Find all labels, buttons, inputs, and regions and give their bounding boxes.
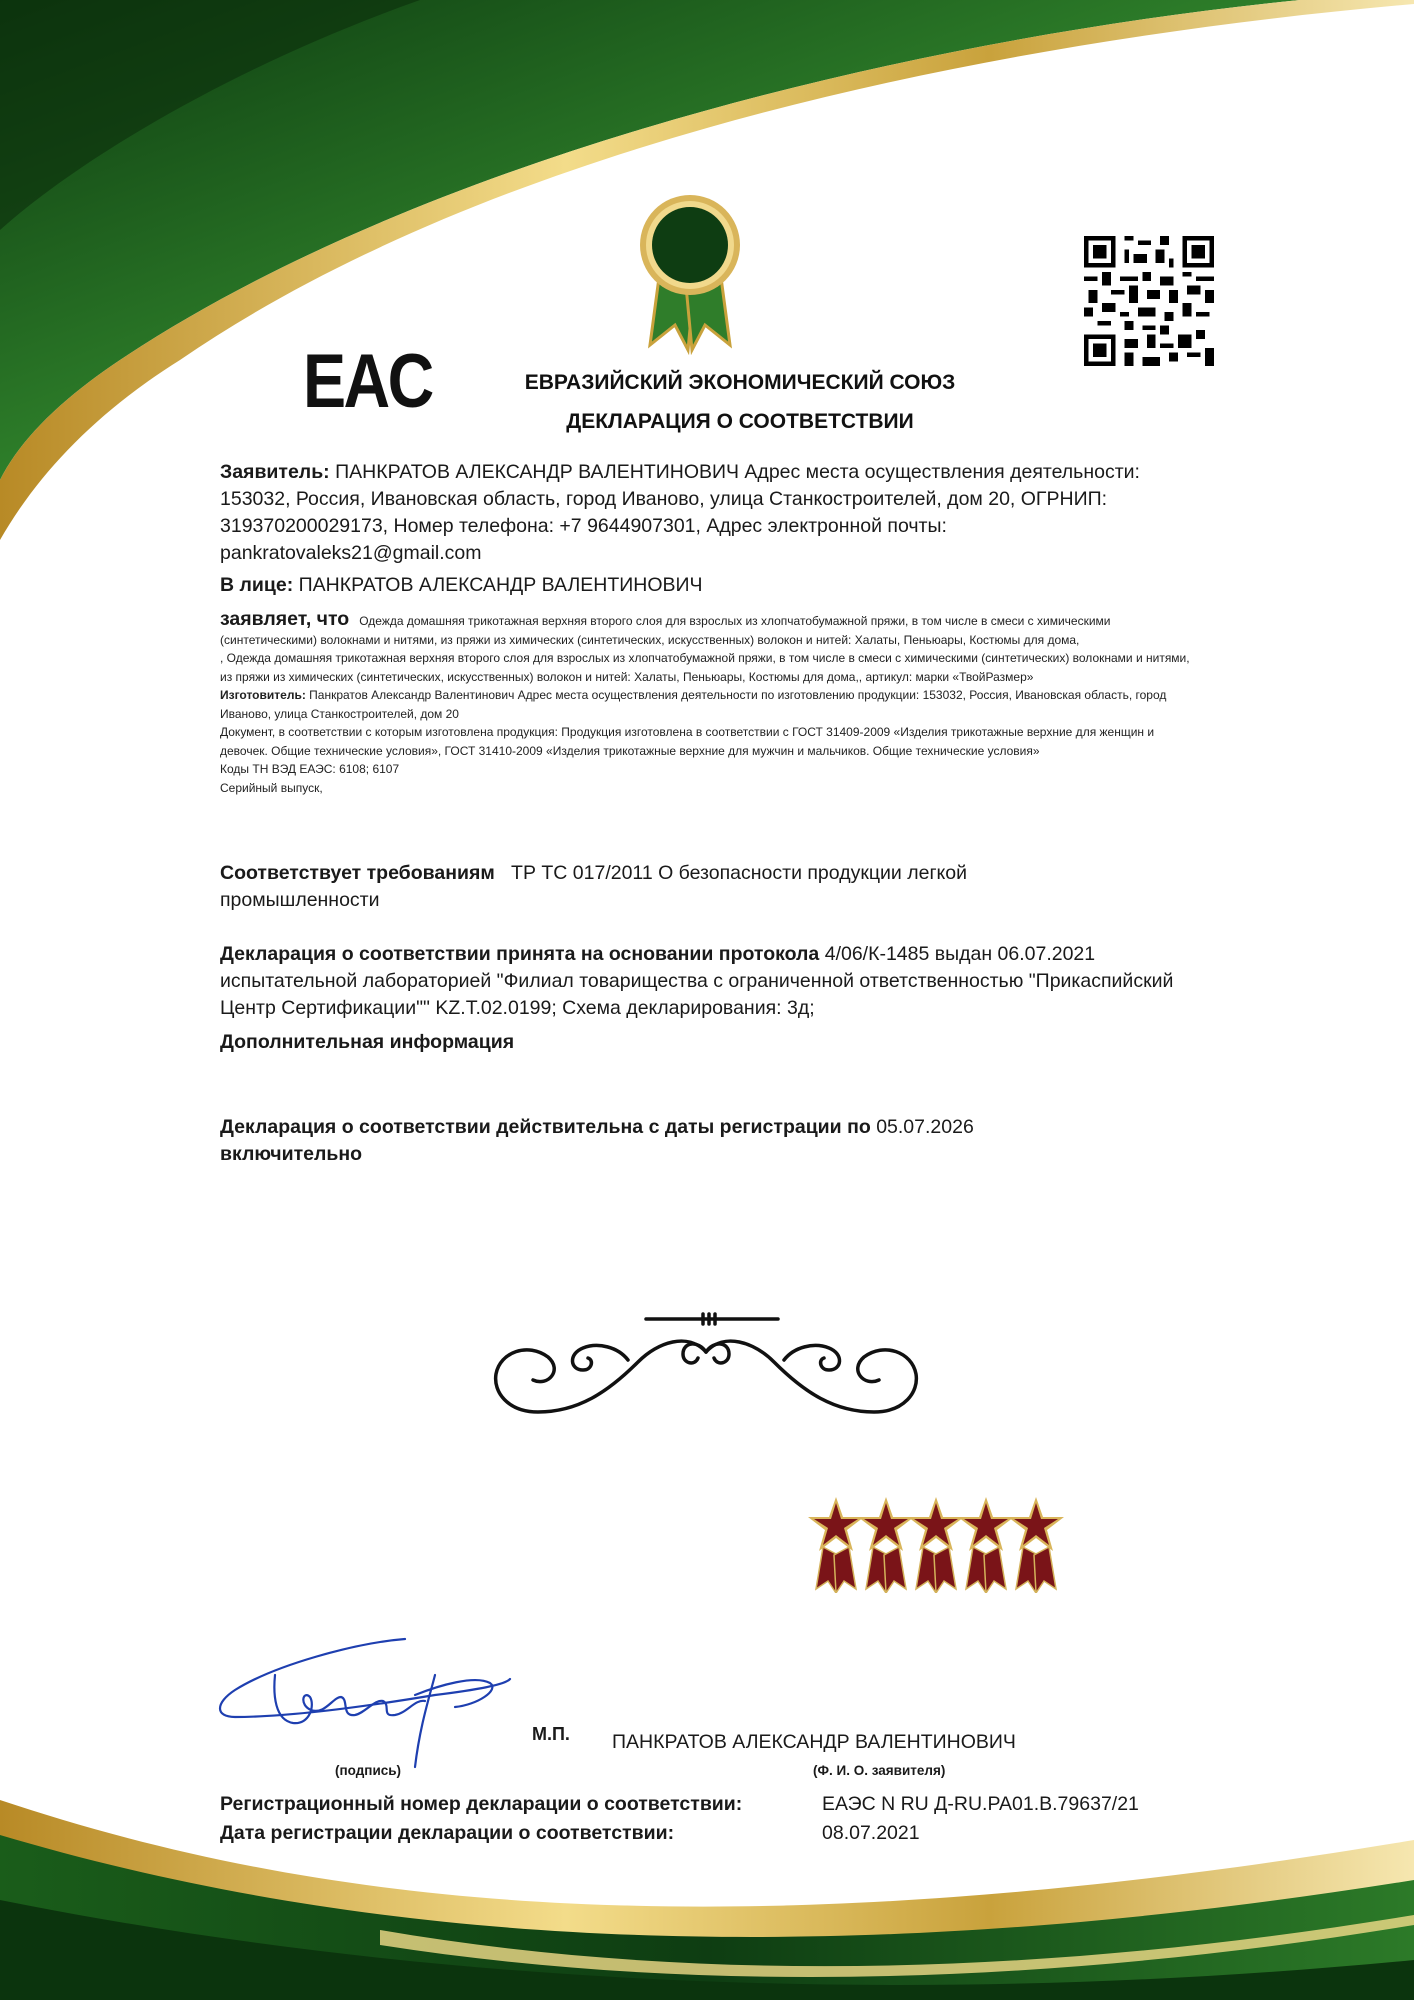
serial-text: Серийный выпуск, (220, 780, 323, 795)
stamp-label: М.П. (532, 1724, 570, 1744)
product-description-2: , Одежда домашняя трикотажная верхняя второго слоя для взрослых из хлопчатобумажной пряжи, в том числе в смеси с химическими (синтетических) волокнами и нитями, из пряжи из химических (синтетических, искусственных) волокон и нитей: Халаты, Пеньюары, Костюмы для дома,, артикул: марки «ТвойРазмер» (220, 651, 1190, 684)
manufacturer-label: Изготовитель: (220, 688, 306, 702)
represented-label: В лице: (220, 574, 294, 596)
declares-label: заявляет, что (220, 608, 350, 630)
document-title: ДЕКЛАРАЦИЯ О СООТВЕТСТВИИ (566, 410, 914, 433)
applicant-text: ПАНКРАТОВ АЛЕКСАНДР ВАЛЕНТИНОВИЧ Адрес места осуществления деятельности: 153032, Россия, Ивановская область, город Иваново, улица Станкостроителей, дом 20, ОГРНИП: 319370200029173, Номер телефона: +7 9644907301, Адрес электронной почты: pankratovaleks21@gmail.com (220, 461, 1140, 564)
additional-label: Дополнительная информация (220, 1031, 515, 1053)
basis-text: 4/06/К-1485 выдан 06.07.2021 испытательной лабораторией "Филиал товарищества с ограниченной ответственностью "Прикаспийский Центр Сертификации"" KZ.T.02.0199; Схема декларирования: 3д; (220, 943, 1174, 1019)
registration-number-row (220, 1793, 742, 1816)
codes-text: Коды ТН ВЭД ЕАЭС: 6108; 6107 (220, 762, 400, 776)
represented-section (220, 572, 1200, 599)
product-description-1: Одежда домашняя трикотажная верхняя второго слоя для взрослых из хлопчатобумажной пряжи, в том числе в смеси с химическими (синтетическими) волокнами и нитями, из пряжи из химических (синтетических, искусственных) волокон и нитей: Халаты, Пеньюары, Костюмы для дома, (220, 614, 1111, 647)
eac-logo: EAC (303, 339, 432, 424)
document-basis-text: Документ, в соответствии с которым изготовлена продукция: Продукция изготовлена в соответствии с ГОСТ 31409-2009 «Изделия трикотажные верхние для женщин и девочек. Общие технические условия», ГОСТ 31410-2009 «Изделия трикотажные верхние для мужчин и мальчиков. Общие технические условия» (220, 725, 1155, 758)
applicant-section (220, 459, 1190, 567)
validity-label: Декларация о соответствии действительна с даты регистрации по (220, 1116, 871, 1138)
validity-suffix: включительно (220, 1143, 363, 1165)
applicant-label: Заявитель: (220, 461, 330, 483)
qr-code-icon (1084, 236, 1214, 366)
declares-section (220, 610, 1195, 797)
signature-caption: (подпись) (335, 1763, 402, 1778)
registration-date: 08.07.2021 (822, 1822, 920, 1844)
five-stars-icon (804, 1497, 1076, 1593)
ornament-flourish-icon (488, 1312, 924, 1422)
validity-date: 05.07.2026 (876, 1116, 974, 1138)
applicant-name-signature: ПАНКРАТОВ АЛЕКСАНДР ВАЛЕНТИНОВИЧ (612, 1731, 1016, 1753)
name-caption: (Ф. И. О. заявителя) (813, 1763, 946, 1778)
requirements-text: ТР ТС 017/2011 О безопасности продукции легкой промышленности (220, 862, 968, 911)
registration-date-label: Дата регистрации декларации о соответствии: (220, 1822, 675, 1844)
rosette-icon (640, 185, 740, 355)
registration-number: ЕАЭС N RU Д-RU.PA01.B.79637/21 (822, 1793, 1139, 1815)
requirements-label: Соответствует требованиям (220, 862, 495, 884)
handwritten-signature (215, 1635, 515, 1775)
basis-label: Декларация о соответствии принята на основании протокола (220, 943, 820, 965)
basis-section (220, 941, 1180, 1022)
requirements-section (220, 860, 1060, 914)
represented-text: ПАНКРАТОВ АЛЕКСАНДР ВАЛЕНТИНОВИЧ (298, 574, 703, 596)
validity-section (220, 1114, 1100, 1168)
registration-number-label: Регистрационный номер декларации о соответствии: (220, 1793, 743, 1815)
additional-section (220, 1029, 1200, 1056)
union-title: ЕВРАЗИЙСКИЙ ЭКОНОМИЧЕСКИЙ СОЮЗ (524, 371, 956, 394)
registration-date-row (220, 1822, 674, 1845)
manufacturer-text: Панкратов Александр Валентинович Адрес места осуществления деятельности по изготовлению продукции: 153032, Россия, Ивановская область, город Иваново, улица Станкостроителей, дом 20 (220, 688, 1167, 721)
